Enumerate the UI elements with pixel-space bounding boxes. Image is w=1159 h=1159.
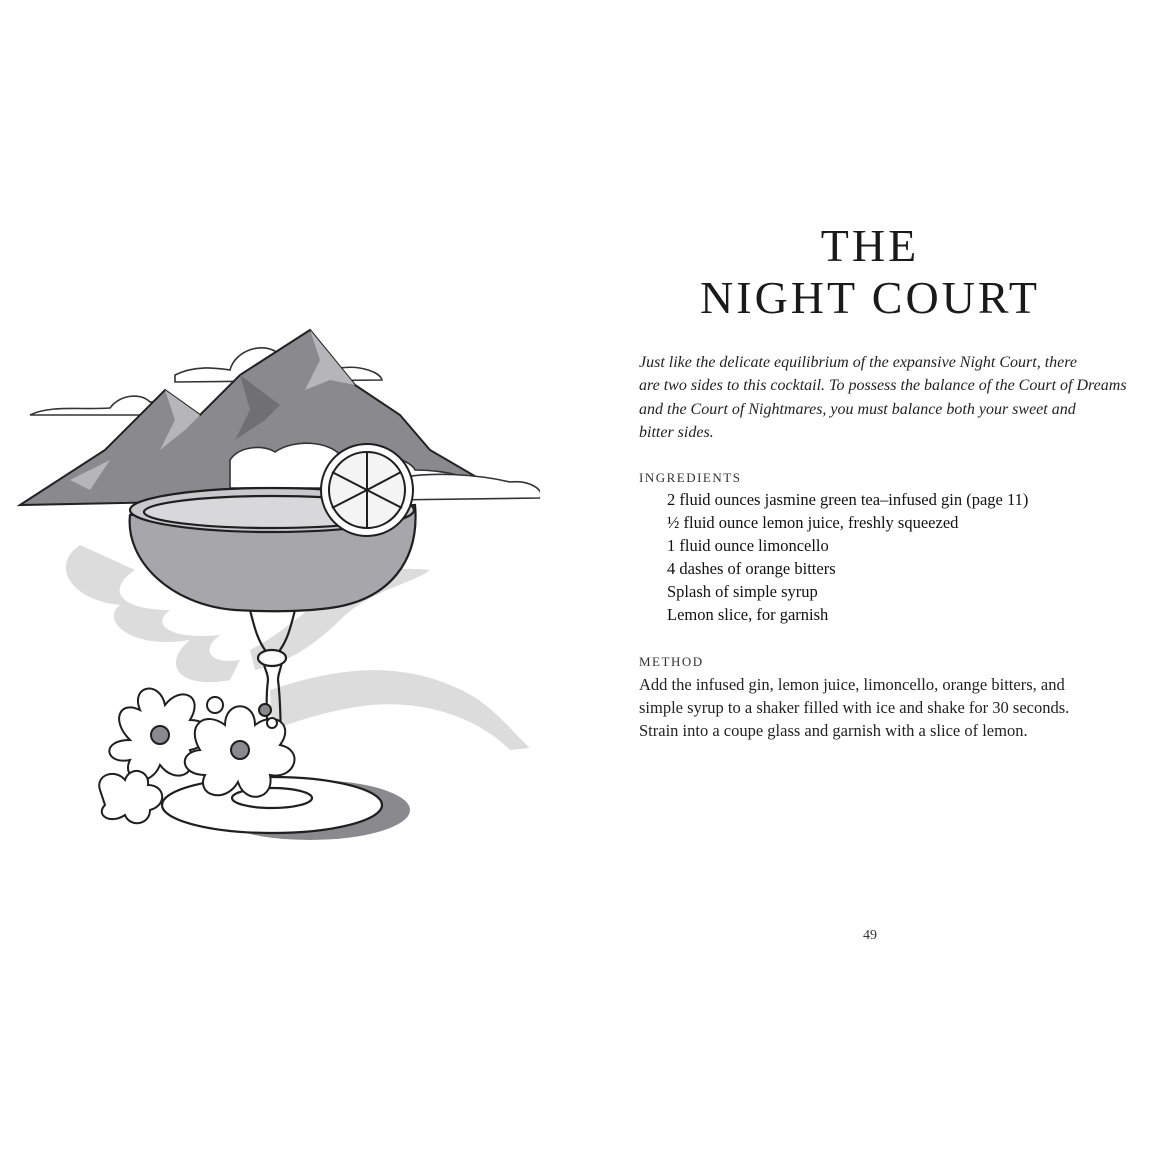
intro-line: Just like the delicate equilibrium of the expansive Night Court, there bbox=[639, 354, 1077, 371]
page-number: 49 bbox=[863, 928, 877, 943]
method-text bbox=[639, 673, 1069, 742]
intro-line: are two sides to this cocktail. To possess the balance of the Court of Dreams bbox=[639, 377, 1127, 395]
title-line-1: THE bbox=[820, 220, 920, 271]
intro-line: and the Court of Nightmares, you must balance both your sweet and bbox=[639, 400, 1076, 418]
recipe-title bbox=[600, 220, 1140, 324]
ingredient-item: Splash of simple syrup bbox=[667, 582, 818, 601]
lemon-slice-icon bbox=[321, 444, 413, 536]
ingredient-item: 4 dashes of orange bitters bbox=[667, 559, 836, 578]
ingredients-heading: INGREDIENTS bbox=[639, 470, 742, 485]
intro-line: bitter sides. bbox=[639, 423, 714, 441]
coupe-glass bbox=[130, 488, 416, 833]
method-line: Strain into a coupe glass and garnish with a slice of lemon. bbox=[639, 721, 1028, 740]
title-line-2: NIGHT COURT bbox=[700, 272, 1040, 323]
ingredient-item: 2 fluid ounces jasmine green tea–infused gin (page 11) bbox=[667, 490, 1029, 509]
method-line: simple syrup to a shaker filled with ice and shake for 30 seconds. bbox=[639, 698, 1070, 717]
ingredient-item: 1 fluid ounce limoncello bbox=[667, 536, 829, 555]
ingredients-list bbox=[667, 488, 1028, 626]
method-line: Add the infused gin, lemon juice, limoncello, orange bitters, and bbox=[639, 675, 1065, 694]
ingredient-item: Lemon slice, for garnish bbox=[667, 605, 829, 624]
cocktail-illustration bbox=[10, 320, 540, 865]
method-heading: METHOD bbox=[639, 654, 704, 669]
ingredient-item: ½ fluid ounce lemon juice, freshly squeezed bbox=[667, 513, 959, 532]
recipe-intro bbox=[639, 351, 1127, 444]
